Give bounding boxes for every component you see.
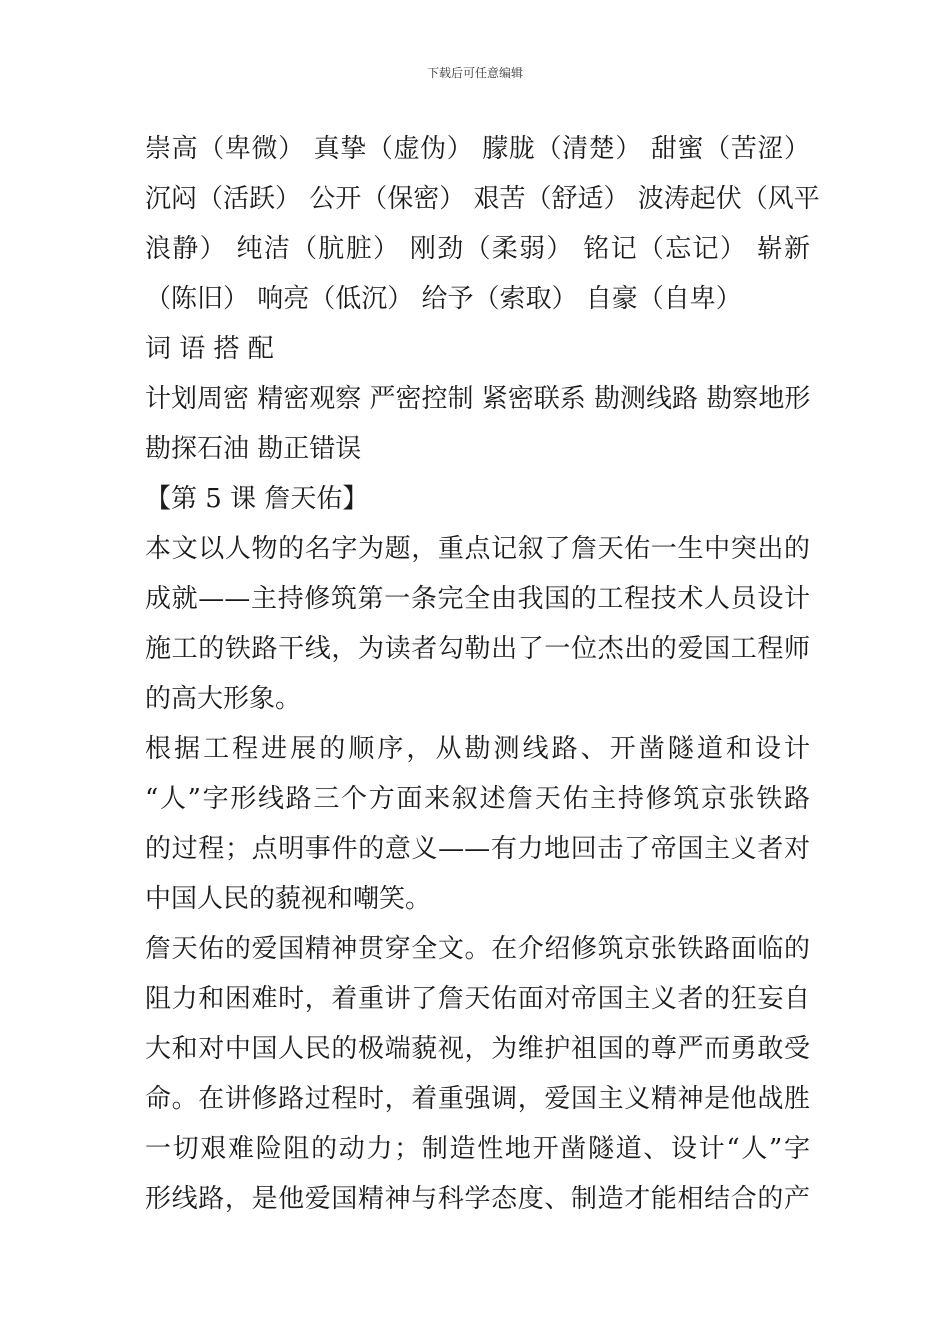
text-line: 根据工程进展的顺序，从勘测线路、开凿隧道和设计 [145, 734, 810, 764]
text-line: 的高大形象。 [145, 684, 302, 714]
text-line: 的过程；点明事件的意义——有力地回击了帝国主义者对 [145, 834, 810, 864]
text-line: 本文以人物的名字为题，重点记叙了詹天佑一生中突出的 [145, 534, 810, 564]
text-line: 成就——主持修筑第一条完全由我国的工程技术人员设计 [145, 584, 810, 614]
document-body [145, 124, 820, 1224]
text-line: 一切艰难险阻的动力；制造性地开凿隧道、设计“人”字 [145, 1134, 810, 1164]
text-line: 施工的铁路干线，为读者勾勒出了一位杰出的爱国工程师 [145, 634, 810, 664]
text-line: 阻力和困难时，着重讲了詹天佑面对帝国主义者的狂妄自 [145, 984, 810, 1014]
text-line: 沉闷（活跃） 公开（保密） 艰苦（舒适） 波涛起伏（风平 [145, 184, 820, 214]
text-line: 詹天佑的爱国精神贯穿全文。在介绍修筑京张铁路面临的 [145, 934, 810, 964]
text-line: 计划周密 精密观察 严密控制 紧密联系 勘测线路 勘察地形 [145, 384, 811, 414]
text-line: 大和对中国人民的极端藐视，为维护祖国的尊严而勇敢受 [145, 1034, 810, 1064]
page-header: 下载后可任意编辑 [426, 66, 523, 80]
text-line: 【第 5 课 詹天佑】 [145, 484, 369, 514]
text-line: 命。在讲修路过程时，着重强调，爱国主义精神是他战胜 [145, 1084, 810, 1114]
text-line: （陈旧） 响亮（低沉） 给予（索取） 自豪（自卑） [145, 284, 742, 314]
text-line: 崇高（卑微） 真挚（虚伪） 朦胧（清楚） 甜蜜（苦涩） [145, 134, 810, 164]
text-line: 浪静） 纯洁（肮脏） 刚劲（柔弱） 铭记（忘记） 崭新 [145, 234, 810, 264]
text-line: 中国人民的藐视和嘲笑。 [145, 884, 432, 914]
text-line: 词 语 搭 配 [145, 334, 274, 364]
text-line: “人”字形线路三个方面来叙述詹天佑主持修筑京张铁路 [145, 784, 810, 814]
text-line: 形线路，是他爱国精神与科学态度、制造才能相结合的产 [145, 1184, 810, 1214]
text-line: 勘探石油 勘正错误 [145, 434, 362, 464]
